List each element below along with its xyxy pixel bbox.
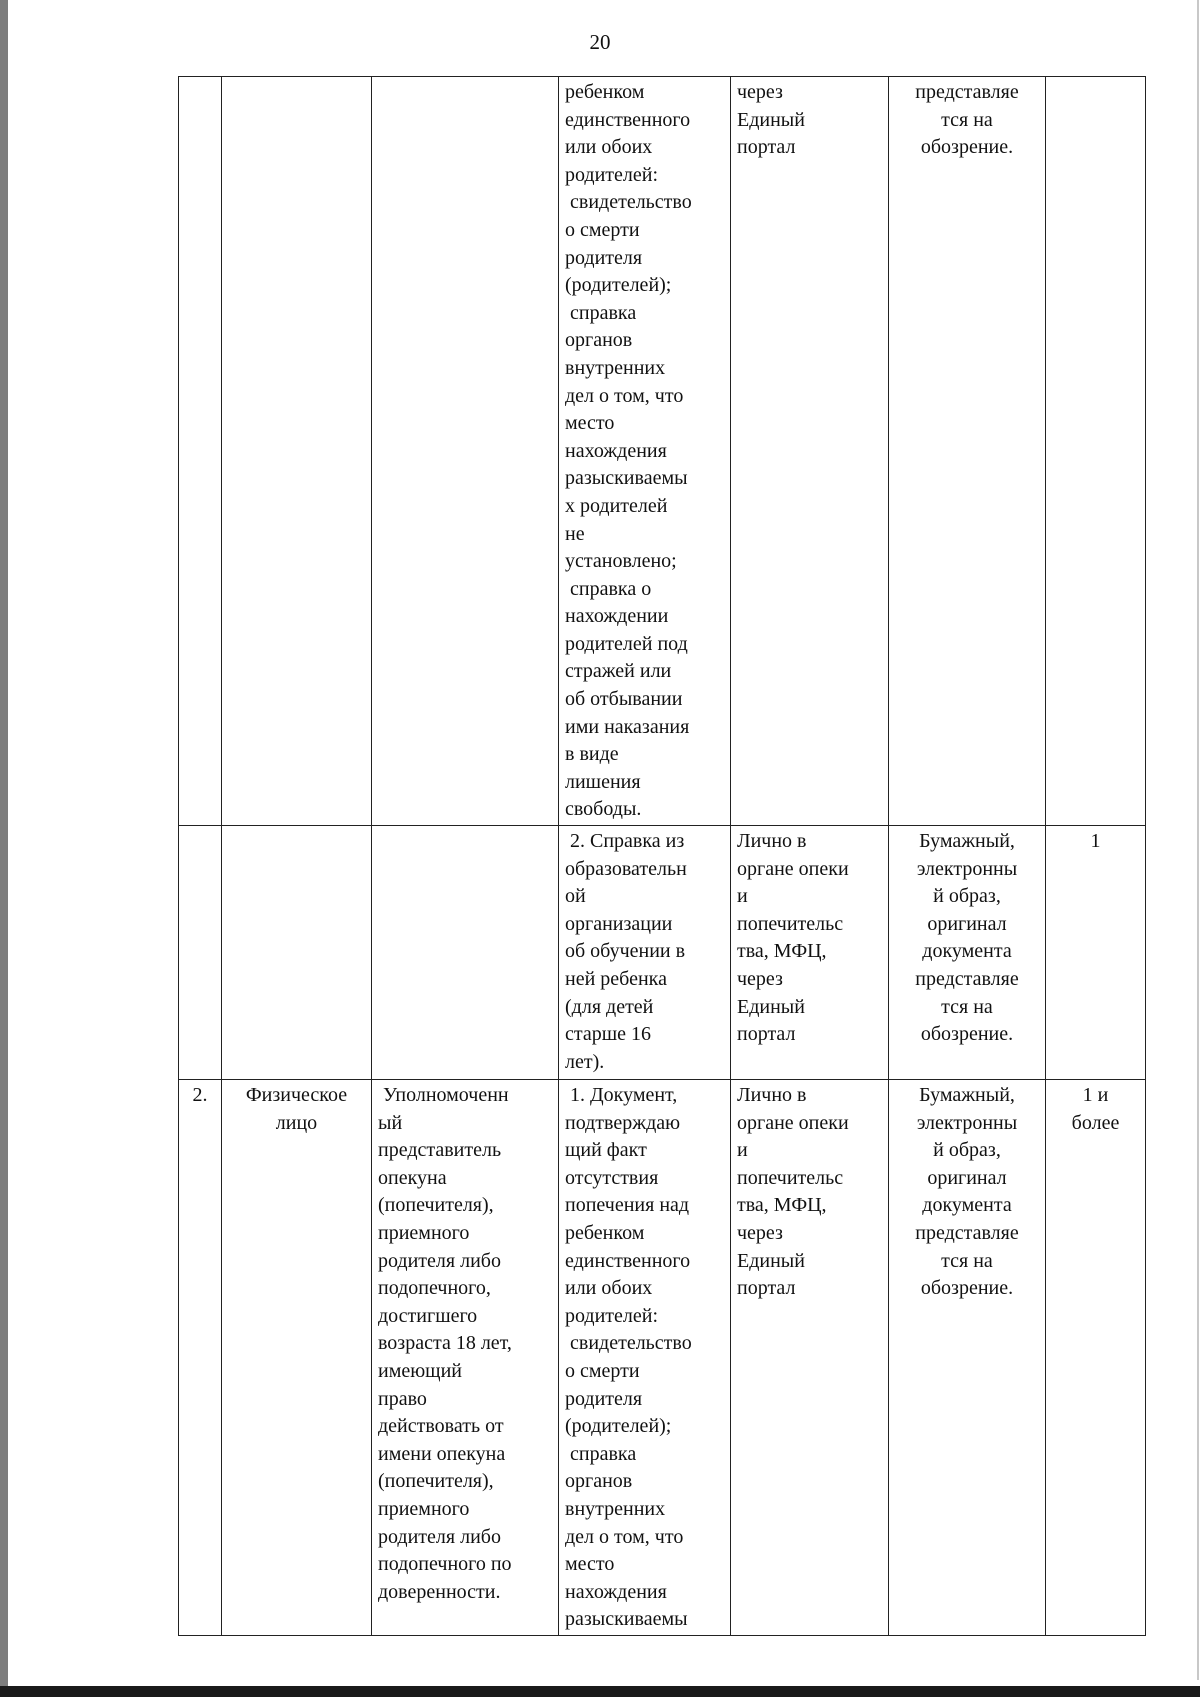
text-line: попечительс [737, 1166, 844, 1189]
text-line: родителя либо [378, 1249, 501, 1272]
text-line: установлено; [565, 550, 677, 573]
text-line: справка о [565, 577, 652, 600]
text-line: попечения над [565, 1194, 690, 1217]
text-line: (попечителя), [378, 1470, 494, 1493]
row-number-cell: 2. [179, 1080, 222, 1636]
text-line: 1. Документ, [565, 1084, 678, 1107]
text-line: и [737, 885, 748, 908]
row-number-cell [179, 77, 222, 826]
text-line: лишения [565, 770, 641, 793]
text-line: ребенком [565, 1222, 645, 1244]
text-line: органе опеки [737, 1111, 849, 1134]
text-line: разыскиваемы [565, 467, 688, 490]
text-line: имени опекуна [378, 1442, 506, 1465]
document-form-cell [889, 826, 1046, 1080]
text-line: 1 и [1082, 1084, 1109, 1107]
text-line: не [565, 522, 585, 545]
text-line: место [565, 1553, 615, 1576]
text-line: Лично в [737, 1084, 807, 1107]
document-cell [559, 826, 731, 1080]
document-cell [559, 77, 731, 826]
services-table [178, 76, 1146, 1636]
text-line: 2. Справка из [565, 830, 685, 853]
text-line: родителей: [565, 1304, 659, 1327]
text-line: доверенности. [378, 1580, 501, 1603]
text-line: документа [922, 940, 1012, 963]
text-line: отсутствия [565, 1166, 659, 1189]
text-line: электронны [916, 857, 1018, 880]
text-line: й образ, [933, 885, 1001, 908]
text-line: лет). [565, 1050, 605, 1073]
text-line: свидетельство [565, 191, 692, 214]
text-line: и [737, 1139, 748, 1162]
text-line: представляе [915, 81, 1019, 103]
text-line: оригинал [927, 912, 1007, 935]
text-line: достигшего [378, 1304, 478, 1327]
text-line: й образ, [933, 1139, 1001, 1162]
text-line: попечительс [737, 912, 844, 935]
scan-right-edge [1197, 0, 1199, 1680]
submission-method-cell [731, 826, 889, 1080]
quantity-cell [1046, 1080, 1146, 1636]
text-line: Единый [737, 1249, 805, 1272]
text-line: лицо [275, 1111, 318, 1134]
text-line: организации [565, 912, 673, 935]
text-line: органе опеки [737, 857, 849, 880]
text-line: приемного [378, 1222, 470, 1244]
text-line: Физическое [245, 1084, 348, 1107]
text-line: приемного [378, 1497, 470, 1520]
applicant-category-cell [222, 1080, 372, 1636]
text-line: более [1071, 1111, 1120, 1134]
text-line: родителей под [565, 632, 688, 655]
table-row [179, 826, 1146, 1080]
text-line: нахождения [565, 439, 667, 462]
text-line: (попечителя), [378, 1194, 494, 1217]
text-line: тва, МФЦ, [737, 1194, 827, 1217]
text-line: Бумажный, [919, 830, 1015, 853]
text-line: обозрение. [920, 1023, 1014, 1046]
text-line: ней ребенка [565, 968, 667, 990]
document-cell [559, 1080, 731, 1636]
text-line: справка [565, 1442, 637, 1465]
text-line: представляе [915, 1222, 1019, 1244]
applicant-representative-cell [372, 826, 559, 1080]
text-line: подопечного, [378, 1277, 491, 1300]
row-number-cell [179, 826, 222, 1080]
text-line: подтверждаю [565, 1111, 681, 1134]
text-line: тся на [941, 995, 993, 1018]
scan-left-edge [0, 0, 8, 1697]
text-line: родителя [565, 1387, 643, 1410]
text-line: обозрение. [920, 136, 1014, 159]
text-line: единственного [565, 108, 691, 131]
text-line: в виде [565, 743, 619, 766]
text-line: возраста 18 лет, [378, 1332, 512, 1355]
text-line: действовать от [378, 1415, 504, 1438]
text-line: ими наказания [565, 715, 690, 738]
text-line: через [737, 968, 783, 990]
text-line: родителей: [565, 163, 659, 186]
text-line: нахождения [565, 1580, 667, 1603]
text-line: органов [565, 1470, 633, 1493]
text-line: опекуна [378, 1166, 447, 1189]
text-line: портал [737, 1277, 796, 1300]
text-line: или обоих [565, 136, 653, 159]
text-line: внутренних [565, 356, 666, 379]
text-line: ой [565, 885, 586, 908]
text-line: подопечного по [378, 1553, 512, 1576]
text-line: Единый [737, 108, 805, 131]
text-line: об обучении в [565, 940, 686, 963]
text-line: нахождении [565, 605, 669, 628]
submission-method-cell [731, 77, 889, 826]
text-line: портал [737, 1023, 796, 1046]
text-line: оригинал [927, 1166, 1007, 1189]
text-line: свободы. [565, 798, 642, 821]
text-line: тся на [941, 108, 993, 131]
text-line: об отбывании [565, 688, 683, 711]
text-line: представляе [915, 968, 1019, 990]
applicant-category-cell [222, 77, 372, 826]
text-line: свидетельство [565, 1332, 692, 1355]
text-line: образовательн [565, 857, 687, 880]
text-line: старше 16 [565, 1023, 652, 1046]
text-line: Единый [737, 995, 805, 1018]
text-line: х родителей [565, 494, 668, 517]
text-line: (родителей); [565, 1415, 672, 1438]
text-line: место [565, 412, 615, 435]
text-line: Лично в [737, 830, 807, 853]
text-line: единственного [565, 1249, 691, 1272]
text-line: внутренних [565, 1497, 666, 1520]
text-line: Бумажный, [919, 1084, 1015, 1107]
text-line: портал [737, 136, 796, 159]
text-line: обозрение. [920, 1277, 1014, 1300]
applicant-representative-cell [372, 1080, 559, 1636]
quantity-cell: 1 [1046, 826, 1146, 1080]
applicant-category-cell [222, 826, 372, 1080]
text-line: или обоих [565, 1277, 653, 1300]
text-line: (для детей [565, 995, 654, 1018]
page-number: 20 [589, 30, 611, 54]
text-line: через [737, 1222, 783, 1244]
text-line: дел о том, что [565, 384, 684, 407]
text-line: (родителей); [565, 274, 672, 297]
scan-bottom-edge [0, 1686, 1200, 1697]
text-line: представитель [378, 1139, 502, 1162]
applicant-representative-cell [372, 77, 559, 826]
text-line: ребенком [565, 81, 645, 103]
text-line: щий факт [565, 1139, 647, 1162]
text-line: справка [565, 301, 637, 324]
table-row [179, 77, 1146, 826]
text-line: тся на [941, 1249, 993, 1272]
text-line: через [737, 81, 783, 103]
text-line: электронны [916, 1111, 1018, 1134]
text-line: документа [922, 1194, 1012, 1217]
text-line: стражей или [565, 660, 672, 683]
text-line: о смерти [565, 218, 640, 241]
text-line: имеющий [378, 1359, 462, 1382]
document-form-cell [889, 1080, 1046, 1636]
text-line: ый [378, 1111, 403, 1134]
text-line: родителя [565, 246, 643, 269]
table-row [179, 1080, 1146, 1636]
submission-method-cell [731, 1080, 889, 1636]
text-line: родителя либо [378, 1525, 501, 1548]
text-line: дел о том, что [565, 1525, 684, 1548]
document-form-cell [889, 77, 1046, 826]
text-line: разыскиваемы [565, 1608, 688, 1631]
text-line: органов [565, 329, 633, 352]
text-line: о смерти [565, 1359, 640, 1382]
text-line: тва, МФЦ, [737, 940, 827, 963]
quantity-cell [1046, 77, 1146, 826]
text-line: право [378, 1387, 427, 1410]
text-line: Уполномоченн [378, 1084, 509, 1107]
